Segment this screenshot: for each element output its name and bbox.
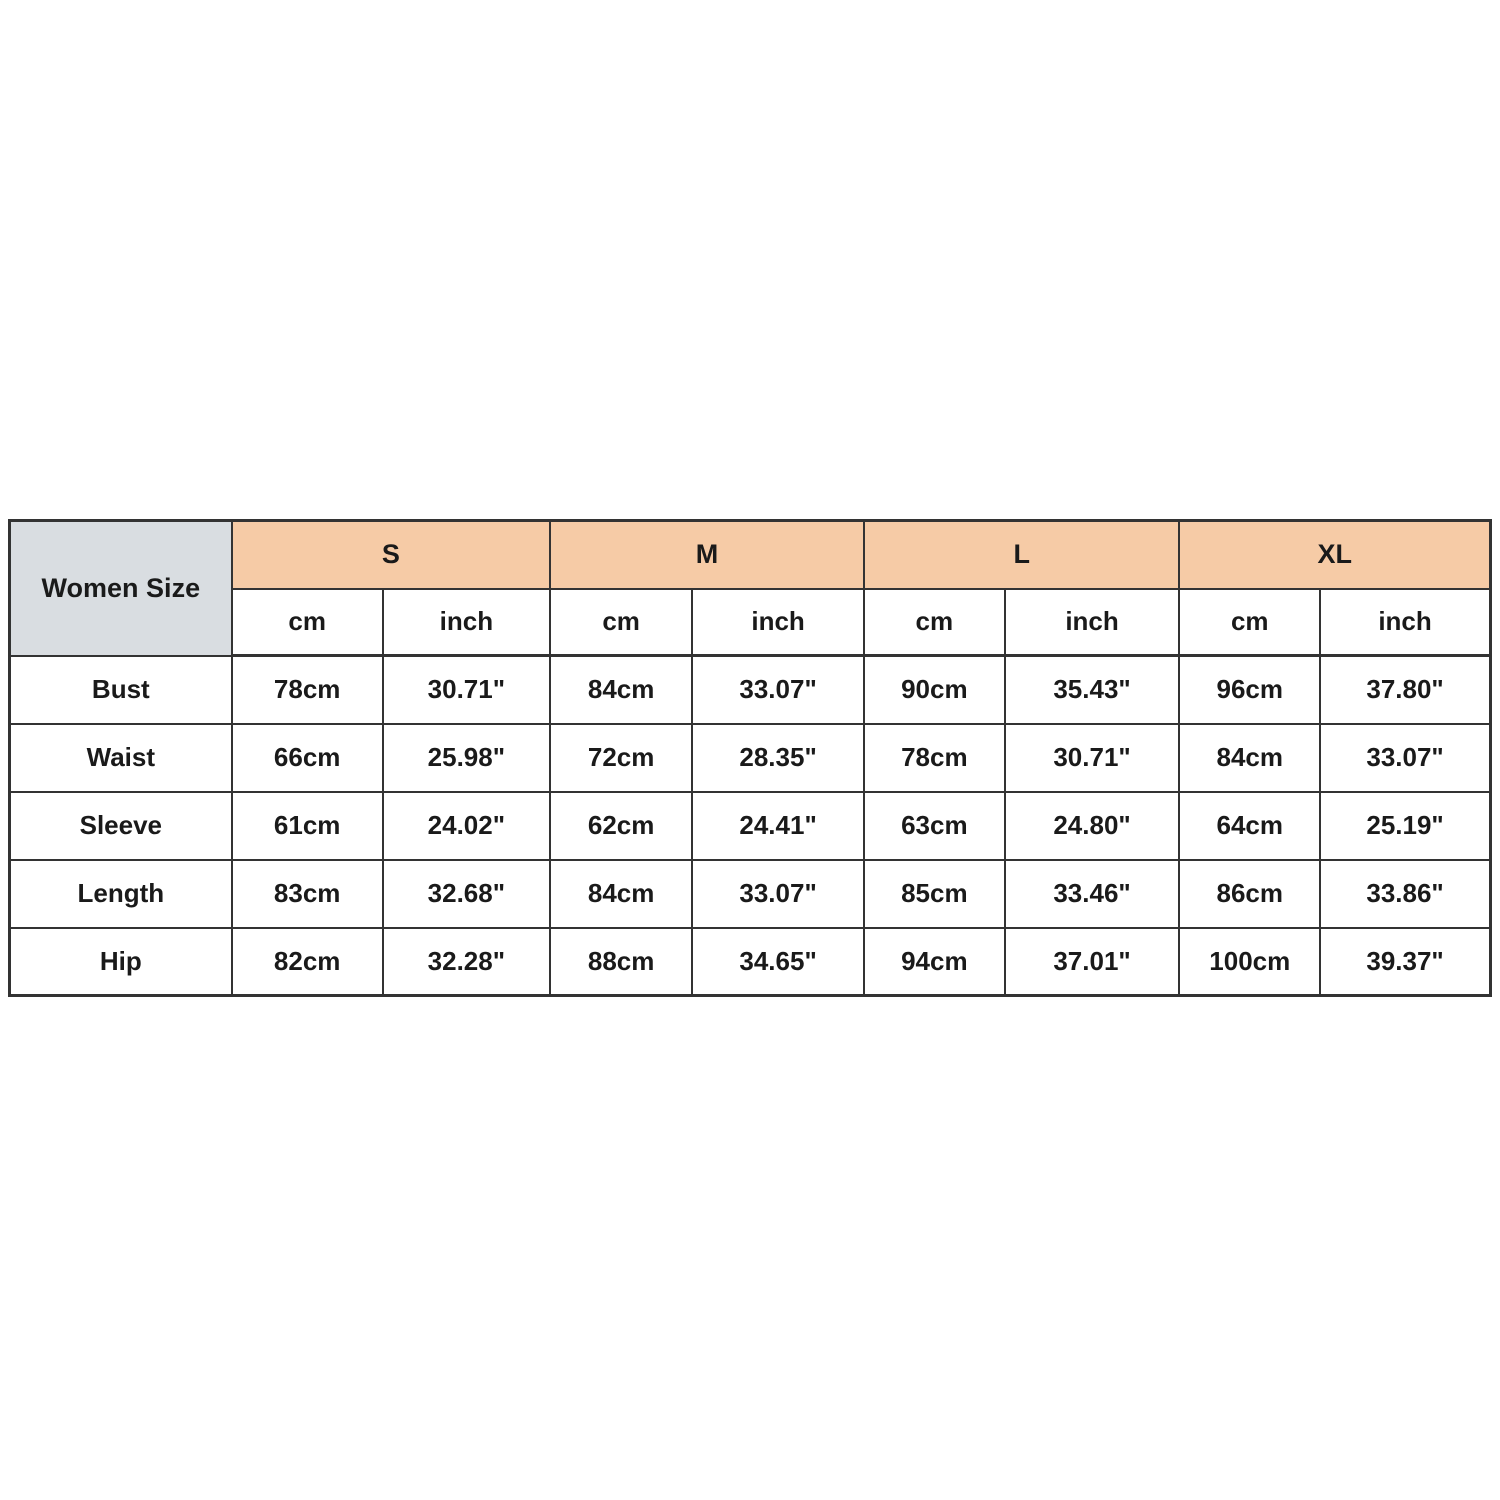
cell-value: 90cm (864, 656, 1005, 724)
row-label-waist: Waist (10, 724, 232, 792)
cell-value: 84cm (1179, 724, 1320, 792)
cell-value: 24.41" (692, 792, 864, 860)
table-row (10, 656, 1491, 724)
corner-cell-women-size: Women Size (10, 521, 232, 656)
unit-header-m-cm: cm (550, 589, 692, 656)
row-label-sleeve: Sleeve (10, 792, 232, 860)
cell-value: 35.43" (1005, 656, 1180, 724)
unit-header-row (10, 589, 1491, 656)
cell-value: 61cm (232, 792, 383, 860)
cell-value: 88cm (550, 928, 692, 996)
cell-value: 64cm (1179, 792, 1320, 860)
table-row (10, 860, 1491, 928)
cell-value: 33.07" (1320, 724, 1490, 792)
cell-value: 62cm (550, 792, 692, 860)
unit-header-xl-inch: inch (1320, 589, 1490, 656)
unit-header-l-inch: inch (1005, 589, 1180, 656)
cell-value: 37.80" (1320, 656, 1490, 724)
cell-value: 28.35" (692, 724, 864, 792)
size-chart-table (8, 519, 1492, 997)
size-header-m: M (550, 521, 864, 589)
cell-value: 32.28" (383, 928, 550, 996)
cell-value: 33.46" (1005, 860, 1180, 928)
cell-value: 78cm (232, 656, 383, 724)
cell-value: 32.68" (383, 860, 550, 928)
cell-value: 30.71" (1005, 724, 1180, 792)
cell-value: 85cm (864, 860, 1005, 928)
cell-value: 25.19" (1320, 792, 1490, 860)
cell-value: 33.07" (692, 860, 864, 928)
cell-value: 66cm (232, 724, 383, 792)
cell-value: 37.01" (1005, 928, 1180, 996)
cell-value: 24.02" (383, 792, 550, 860)
cell-value: 25.98" (383, 724, 550, 792)
row-label-hip: Hip (10, 928, 232, 996)
table-row (10, 928, 1491, 996)
cell-value: 63cm (864, 792, 1005, 860)
cell-value: 83cm (232, 860, 383, 928)
cell-value: 100cm (1179, 928, 1320, 996)
row-label-bust: Bust (10, 656, 232, 724)
cell-value: 34.65" (692, 928, 864, 996)
cell-value: 24.80" (1005, 792, 1180, 860)
cell-value: 82cm (232, 928, 383, 996)
cell-value: 72cm (550, 724, 692, 792)
cell-value: 33.86" (1320, 860, 1490, 928)
unit-header-s-inch: inch (383, 589, 550, 656)
size-chart-header (10, 521, 1491, 656)
size-header-xl: XL (1179, 521, 1490, 589)
cell-value: 84cm (550, 860, 692, 928)
cell-value: 96cm (1179, 656, 1320, 724)
size-header-s: S (232, 521, 550, 589)
unit-header-s-cm: cm (232, 589, 383, 656)
cell-value: 86cm (1179, 860, 1320, 928)
cell-value: 33.07" (692, 656, 864, 724)
unit-header-m-inch: inch (692, 589, 864, 656)
row-label-length: Length (10, 860, 232, 928)
size-table-body (10, 656, 1491, 996)
unit-header-l-cm: cm (864, 589, 1005, 656)
size-header-l: L (864, 521, 1179, 589)
cell-value: 84cm (550, 656, 692, 724)
unit-header-xl-cm: cm (1179, 589, 1320, 656)
table-row (10, 724, 1491, 792)
cell-value: 94cm (864, 928, 1005, 996)
cell-value: 39.37" (1320, 928, 1490, 996)
size-group-row (10, 521, 1491, 589)
cell-value: 78cm (864, 724, 1005, 792)
table-row (10, 792, 1491, 860)
cell-value: 30.71" (383, 656, 550, 724)
